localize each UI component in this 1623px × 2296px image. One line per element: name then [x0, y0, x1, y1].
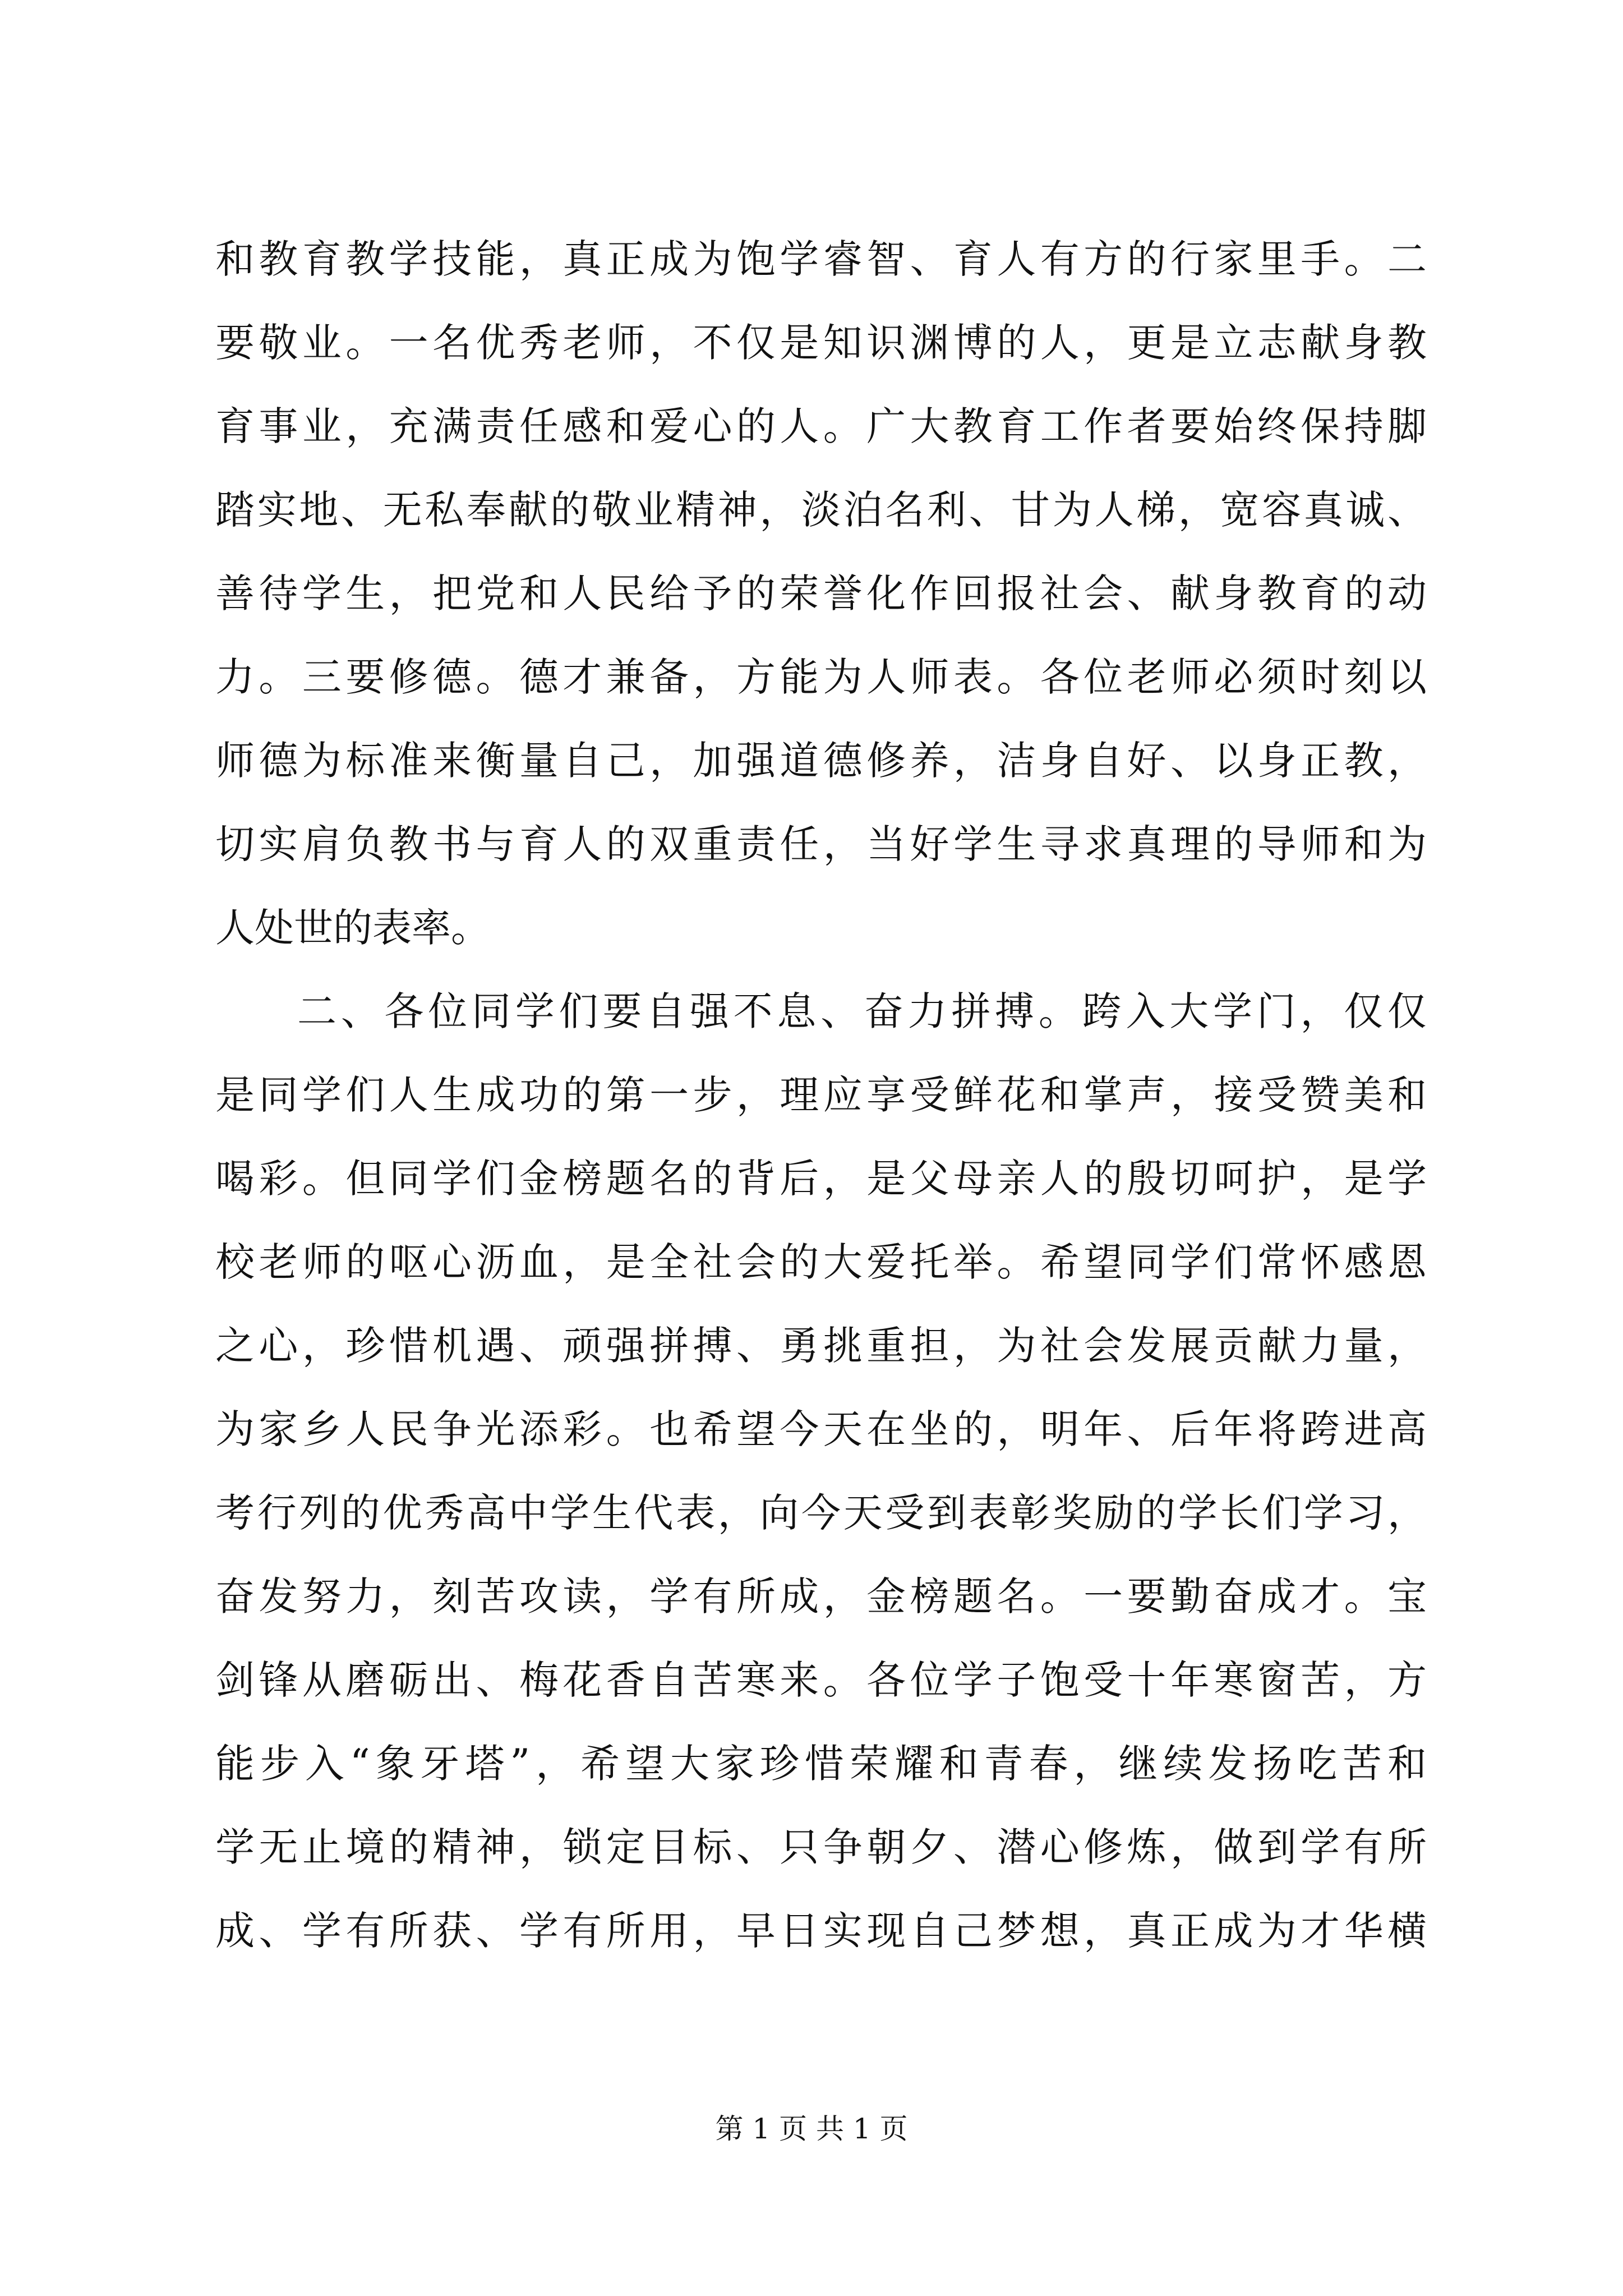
- text-line: 考行列的优秀高中学生代表，向今天受到表彰奖励的学长们学习，: [215, 1490, 1427, 1536]
- text-line: 和教育教学技能，真正成为饱学睿智、育人有方的行家里手。二: [215, 236, 1427, 282]
- text-line: 成、学有所获、学有所用，早日实现自己梦想，真正成为才华横: [215, 1908, 1427, 1954]
- text-line: 能步入“象牙塔”，希望大家珍惜荣耀和青春，继续发扬吃苦和: [215, 1741, 1427, 1787]
- page-footer: 第 1 页 共 1 页: [715, 2113, 908, 2145]
- text-line: 人处世的表率。: [215, 905, 490, 951]
- text-line: 力。三要修德。德才兼备，方能为人师表。各位老师必须时刻以: [215, 654, 1427, 700]
- text-line: 之心，珍惜机遇、顽强拼搏、勇挑重担，为社会发展贡献力量，: [215, 1323, 1427, 1369]
- text-line: 喝彩。但同学们金榜题名的背后，是父母亲人的殷切呵护，是学: [215, 1156, 1427, 1202]
- text-line: 奋发努力，刻苦攻读，学有所成，金榜题名。一要勤奋成才。宝: [215, 1573, 1427, 1619]
- text-line: 学无止境的精神，锁定目标、只争朝夕、潜心修炼，做到学有所: [215, 1824, 1427, 1870]
- text-line: 剑锋从磨砺出、梅花香自苦寒来。各位学子饱受十年寒窗苦，方: [215, 1657, 1427, 1703]
- text-line: 善待学生，把党和人民给予的荣誉化作回报社会、献身教育的动: [215, 570, 1427, 616]
- text-line: 切实肩负教书与育人的双重责任，当好学生寻求真理的导师和为: [215, 821, 1427, 867]
- text-line: 为家乡人民争光添彩。也希望今天在坐的，明年、后年将跨进高: [215, 1406, 1427, 1452]
- text-line: 是同学们人生成功的第一步，理应享受鲜花和掌声，接受赞美和: [215, 1072, 1427, 1118]
- text-line: 师德为标准来衡量自己，加强道德修养，洁身自好、以身正教，: [215, 738, 1427, 784]
- text-line: 育事业，充满责任感和爱心的人。广大教育工作者要始终保持脚: [215, 403, 1427, 449]
- text-line: 踏实地、无私奉献的敬业精神，淡泊名利、甘为人梯，宽容真诚、: [215, 487, 1427, 533]
- text-line: 校老师的呕心沥血，是全社会的大爱托举。希望同学们常怀感恩: [215, 1239, 1427, 1285]
- text-line: 要敬业。一名优秀老师，不仅是知识渊博的人，更是立志献身教: [215, 320, 1427, 366]
- document-body: [215, 218, 1427, 1973]
- paragraph-first-line: 二、各位同学们要自强不息、奋力拼搏。跨入大学门，仅仅: [297, 988, 1427, 1034]
